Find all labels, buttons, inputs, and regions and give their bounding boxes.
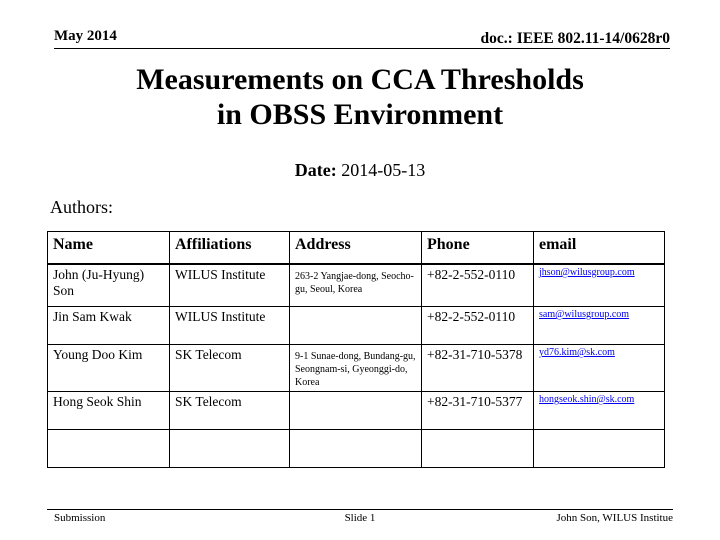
author-name: John (Ju-Hyung) Son (48, 264, 170, 307)
author-phone: +82-2-552-0110 (422, 264, 534, 307)
author-email-link[interactable]: sam@wilusgroup.com (534, 307, 665, 345)
author-affiliation: SK Telecom (170, 345, 290, 392)
author-affiliation: WILUS Institute (170, 307, 290, 345)
table-row (48, 307, 665, 345)
column-header-email: email (534, 232, 665, 265)
footer-divider (47, 509, 673, 510)
author-affiliation: WILUS Institute (170, 264, 290, 307)
column-header-affiliations: Affiliations (170, 232, 290, 265)
author-name (48, 430, 170, 468)
table-header-row (48, 232, 665, 265)
column-header-address: Address (290, 232, 422, 265)
author-phone: +82-31-710-5377 (422, 392, 534, 430)
author-address: 9-1 Sunae-dong, Bundang-gu, Seongnam-si, Gyeonggi-do, Korea (290, 345, 422, 392)
author-phone: +82-31-710-5378 (422, 345, 534, 392)
table-row-empty (48, 430, 665, 468)
header-divider (54, 48, 670, 49)
date-value: 2014-05-13 (341, 160, 426, 180)
author-name: Hong Seok Shin (48, 392, 170, 430)
header-doc-id: doc.: IEEE 802.11-14/0628r0 (480, 30, 670, 47)
author-affiliation: SK Telecom (170, 392, 290, 430)
author-email-link[interactable]: hongseok.shin@sk.com (534, 392, 665, 430)
author-address (290, 430, 422, 468)
slide-date (0, 160, 720, 181)
author-address: 263-2 Yangjae-dong, Seocho-gu, Seoul, Korea (290, 264, 422, 307)
author-phone: +82-2-552-0110 (422, 307, 534, 345)
footer-author: John Son, WILUS Institue (556, 512, 673, 524)
table-row (48, 264, 665, 307)
header-date: May 2014 (54, 28, 117, 44)
column-header-name: Name (48, 232, 170, 265)
slide-title-line2: in OBSS Environment (216, 98, 504, 131)
author-phone (422, 430, 534, 468)
table-row (48, 345, 665, 392)
slide-title (0, 62, 720, 132)
slide-title-line1: Measurements on CCA Thresholds (136, 63, 584, 96)
authors-table (47, 231, 665, 468)
author-name: Young Doo Kim (48, 345, 170, 392)
table-row (48, 392, 665, 430)
authors-label: Authors: (50, 197, 113, 217)
author-email-link[interactable]: jhson@wilusgroup.com (534, 264, 665, 307)
footer-submission: Submission (54, 512, 106, 524)
author-address (290, 307, 422, 345)
author-email-link (534, 430, 665, 468)
date-label: Date: (294, 160, 337, 180)
author-name: Jin Sam Kwak (48, 307, 170, 345)
author-affiliation (170, 430, 290, 468)
author-address (290, 392, 422, 430)
column-header-phone: Phone (422, 232, 534, 265)
author-email-link[interactable]: yd76.kim@sk.com (534, 345, 665, 392)
footer-slide-number: Slide 1 (344, 512, 376, 524)
